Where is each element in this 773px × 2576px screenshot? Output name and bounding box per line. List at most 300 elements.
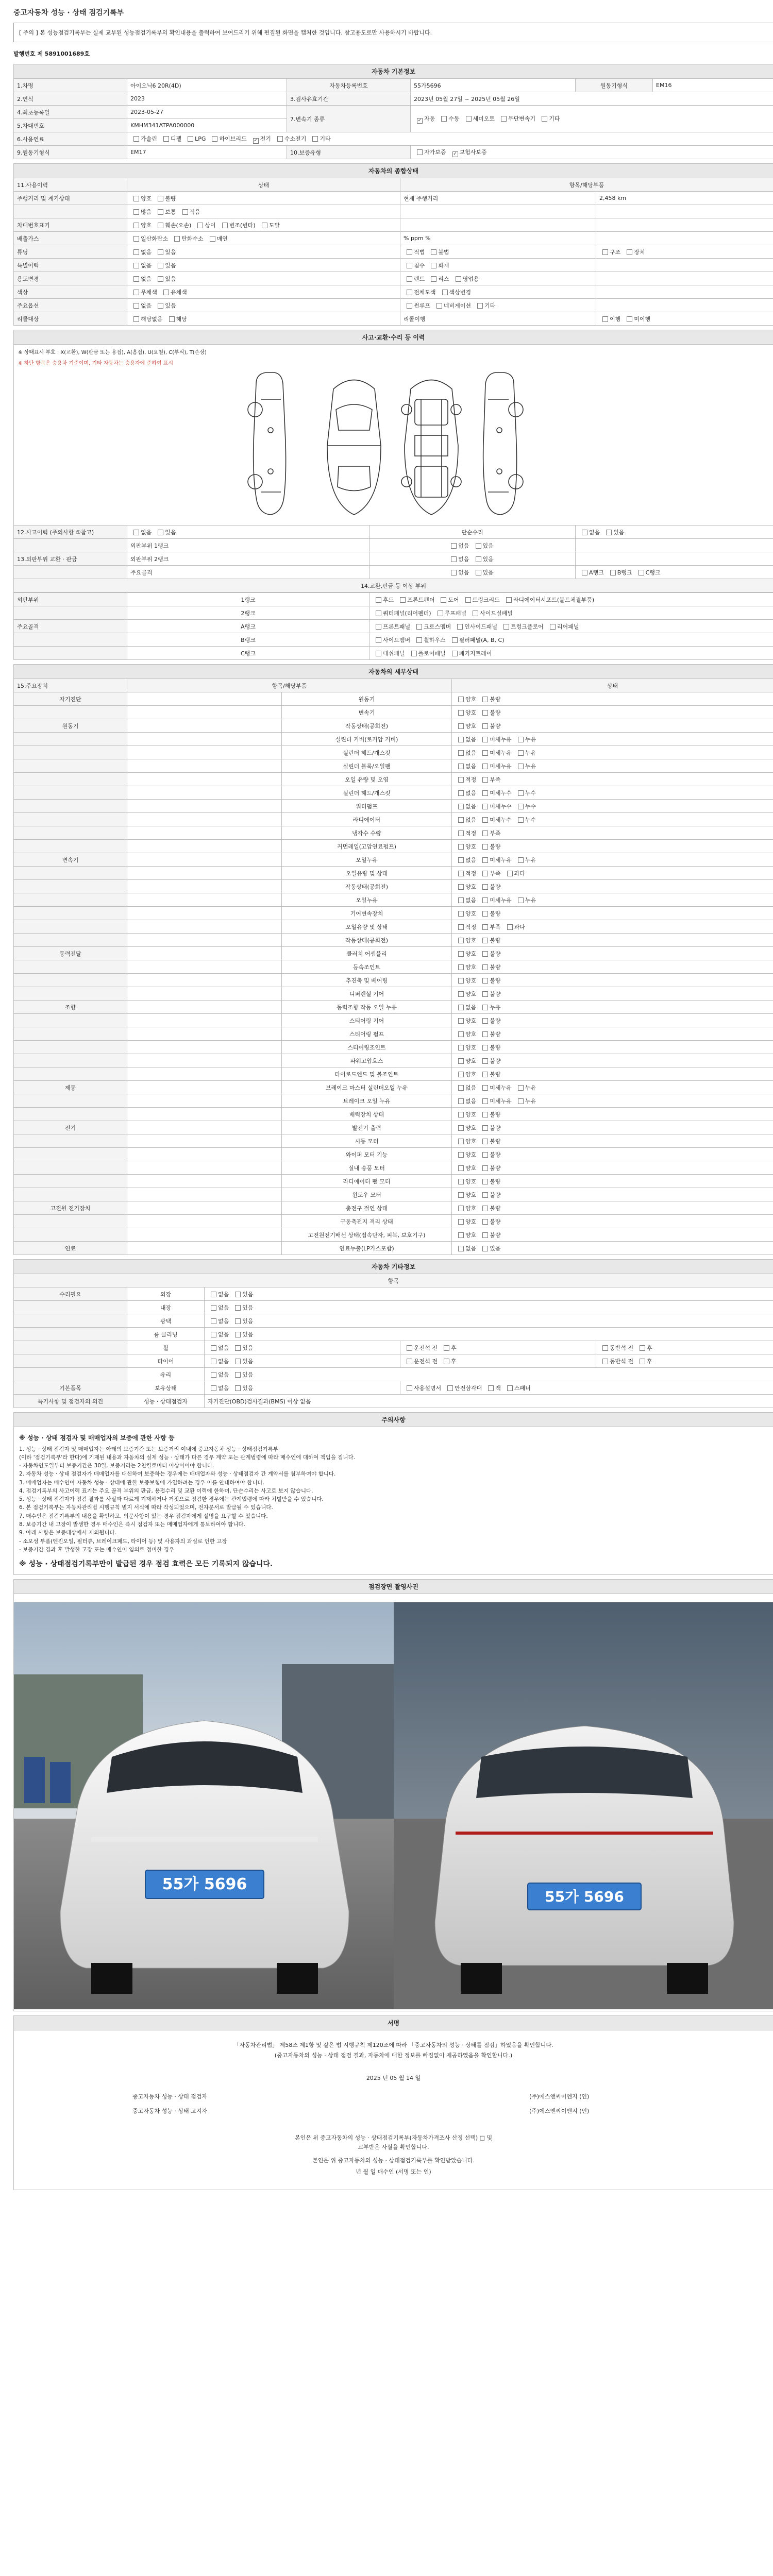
checkbox (602, 1345, 608, 1351)
option-2 (515, 1098, 536, 1105)
detail-state (452, 1148, 773, 1161)
checkbox (133, 196, 139, 201)
option-0 (455, 1058, 476, 1064)
checkbox (407, 263, 412, 268)
checkbox-label: 불량 (490, 910, 501, 917)
option-1 (479, 937, 500, 944)
option-1 (232, 1331, 253, 1338)
general-extra (596, 245, 773, 259)
checkbox-label: 과다 (514, 870, 525, 877)
checkbox (482, 1112, 488, 1117)
checkbox (476, 543, 481, 549)
other-state (205, 1354, 400, 1368)
detail-state (452, 746, 773, 759)
table-row (14, 719, 773, 733)
option-1 (479, 951, 500, 957)
detail-spacer (127, 853, 282, 867)
checkbox-label: 누수 (525, 803, 536, 810)
basic-info-table (13, 64, 773, 159)
checkbox (482, 857, 488, 863)
option-0 (404, 1358, 438, 1365)
general-item: 튜닝 (14, 245, 127, 259)
checkbox-label: 양호 (465, 1071, 477, 1078)
buyer-statement-2: 교부받은 사실을 확인합니다. (358, 2143, 429, 2150)
table-row (14, 974, 773, 987)
detail-part: 실내 송풍 모터 (282, 1161, 452, 1175)
detail-spacer (127, 1108, 282, 1121)
detail-state (452, 974, 773, 987)
option-0 (455, 843, 476, 850)
detail-part: 커먼레일(고압연료펌프) (282, 840, 452, 853)
checkbox (376, 637, 381, 643)
other-group (14, 1328, 127, 1341)
option-0 (130, 529, 152, 536)
other-sub-2 (596, 1341, 773, 1354)
option-1 (479, 1218, 500, 1225)
car-front-photo-illustration (14, 1602, 394, 2009)
checkbox (582, 570, 587, 575)
detail-spacer (127, 733, 282, 746)
detail-state (452, 1188, 773, 1201)
other-sub (400, 1381, 773, 1395)
option-2 (515, 803, 536, 810)
checkbox (482, 1098, 488, 1104)
exchange-rank: B랭크 (127, 633, 369, 647)
checkbox-label: 수소전기 (284, 135, 307, 142)
table-row (14, 1188, 773, 1201)
table-row (14, 1054, 773, 1067)
table-row (14, 539, 773, 552)
option-1 (624, 249, 645, 256)
checkbox (507, 924, 513, 930)
checkbox-label: 후드 (383, 596, 394, 603)
checkbox-label: 부족 (490, 829, 501, 837)
general-item: 주행거리 및 계기상태 (14, 192, 127, 205)
option-2 (515, 763, 536, 770)
checkbox-label: 해당없음 (141, 315, 163, 323)
checkbox (488, 1385, 494, 1391)
checkbox-label: 디젤 (170, 135, 182, 142)
checkbox (518, 750, 524, 756)
option-1 (479, 817, 512, 823)
table-row (14, 746, 773, 759)
checkbox-label: 침수 (414, 262, 425, 269)
checkbox-label: 불량 (490, 1124, 501, 1131)
checkbox (376, 597, 381, 603)
checkbox-label: 양호 (465, 1124, 477, 1131)
checkbox (452, 151, 458, 157)
checkbox-label: 후 (647, 1358, 652, 1365)
option-1 (479, 1125, 500, 1131)
checkbox-label: 프론트펜더 (407, 596, 435, 603)
option-1 (473, 556, 494, 563)
checkbox-label: 있음 (242, 1371, 254, 1378)
checkbox (158, 249, 163, 255)
detail-part: 윈도우 모터 (282, 1188, 452, 1201)
notifier-label: 중고자동차 성능 · 상태 고지자 (132, 2107, 207, 2114)
fuel-option-4 (250, 135, 271, 142)
checkbox-label: 양호 (465, 883, 477, 890)
checkbox-label: 후 (451, 1344, 457, 1351)
detail-header-state: 상태 (452, 679, 773, 692)
accident-state (127, 526, 369, 539)
option-1 (441, 1358, 457, 1365)
option-0 (130, 209, 152, 215)
checkbox (458, 1139, 464, 1144)
checkbox-label: 없음 (141, 262, 152, 269)
detail-spacer (127, 1001, 282, 1014)
checkbox (458, 1098, 464, 1104)
checkbox (465, 597, 471, 603)
checkbox-label: 세미오토 (473, 115, 495, 122)
value-inspection-period: 2023년 05월 27일 ~ 2025년 05월 26일 (411, 92, 773, 106)
checkbox-label: 불량 (490, 977, 501, 984)
checkbox-label: 네비게이션 (443, 302, 472, 309)
checkbox (458, 924, 464, 930)
inspection-photos (13, 1594, 773, 2011)
checkbox-label: 렌트 (414, 275, 425, 282)
checkbox (482, 978, 488, 984)
checkbox-label: 하이브리드 (219, 135, 247, 142)
other-state (205, 1287, 773, 1301)
checkbox-label: 있음 (242, 1344, 254, 1351)
checkbox-label: LPG (195, 135, 206, 142)
checkbox-label: 누유 (490, 1004, 501, 1011)
exchange-group (14, 647, 127, 660)
label-vin: 5.차대번호 (14, 119, 127, 132)
detail-part: 오일유량 및 상태 (282, 867, 452, 880)
option-2 (504, 924, 525, 930)
option-0 (455, 1165, 476, 1172)
detail-device (14, 813, 127, 826)
detail-spacer (127, 867, 282, 880)
checkbox-label: 있음 (242, 1331, 254, 1338)
detail-part: 워터펌프 (282, 800, 452, 813)
checkbox (550, 624, 556, 630)
checkbox-label: 기타 (484, 302, 496, 309)
checkbox-label: 없음 (465, 762, 477, 770)
checkbox (458, 804, 464, 809)
checkbox-label: 도어 (448, 596, 459, 603)
detail-part: 냉각수 수량 (282, 826, 452, 840)
option-3 (500, 623, 544, 630)
detail-device (14, 1041, 127, 1054)
checkbox-label: 부족 (490, 870, 501, 877)
checkbox-label: 양호 (465, 843, 477, 850)
checkbox-label: 매연 (216, 235, 228, 242)
caution-heading: ※ 성능 · 상태 점검자 및 매매업자의 보증에 관한 사항 등 (19, 1434, 175, 1442)
checkbox (458, 911, 464, 917)
checkbox (482, 1072, 488, 1077)
accident-item (14, 566, 127, 579)
checkbox (582, 530, 587, 535)
option-0 (455, 1098, 476, 1105)
warranty-options (411, 146, 773, 159)
detail-state (452, 1054, 773, 1067)
checkbox (458, 1005, 464, 1010)
detail-state (452, 733, 773, 746)
checkbox-label: 적정 (465, 870, 477, 877)
option-0 (455, 1151, 476, 1158)
general-part: % ppm % (400, 232, 596, 245)
detail-state (452, 826, 773, 840)
fuel-option-1 (160, 135, 181, 142)
general-state (127, 205, 400, 218)
checkbox-label: 양호 (465, 1111, 477, 1118)
checkbox-label: 미세누유 (490, 762, 512, 770)
checkbox (197, 223, 203, 228)
detail-part: 발전기 출력 (282, 1121, 452, 1134)
fuel-option-3 (209, 135, 246, 142)
option-0 (455, 1031, 476, 1038)
checkbox (503, 624, 509, 630)
table-row (14, 312, 773, 326)
label-year: 2.연식 (14, 92, 127, 106)
caution-table (13, 1412, 773, 1427)
caution-line: 8. 보증기간 내 고장이 발생한 경우 매수인은 즉시 점검자 또는 매매업자에게 통보하여야 합니다. (19, 1521, 245, 1528)
checkbox-label: 없음 (465, 749, 477, 756)
section-sign: 서명 (14, 2015, 773, 2030)
checkbox-label: 없음 (465, 896, 477, 904)
general-header-state: 상태 (127, 178, 400, 192)
checkbox-label: 가솔린 (141, 135, 157, 142)
checkbox-label: 전기 (260, 135, 271, 142)
checkbox-label: 동반석 전 (610, 1344, 634, 1351)
detail-part: 실린더 블록/오일팬 (282, 759, 452, 773)
checkbox (638, 570, 644, 575)
checkbox-label: 있음 (490, 1245, 501, 1252)
table-row (14, 259, 773, 272)
checkbox-label: 없음 (465, 1245, 477, 1252)
option-1 (413, 637, 446, 643)
caution-notes (13, 1427, 773, 1575)
checkbox (506, 597, 512, 603)
checkbox (407, 303, 412, 309)
detail-state (452, 706, 773, 719)
checkbox-label: 있음 (165, 529, 176, 536)
checkbox-label: 트렁크리드 (472, 596, 500, 603)
table-row (14, 893, 773, 907)
table-row (14, 1027, 773, 1041)
general-extra (596, 285, 773, 299)
detail-spacer (127, 1027, 282, 1041)
checkbox (482, 1031, 488, 1037)
checkbox-label: 양호 (465, 950, 477, 957)
option-1 (479, 696, 500, 703)
table-row (14, 1228, 773, 1242)
checkbox (441, 116, 447, 122)
table-row (14, 566, 773, 579)
section-general-state: 자동차의 종합상태 (14, 164, 773, 178)
checkbox-label: 화재 (438, 262, 449, 269)
detail-device (14, 1188, 127, 1201)
checkbox (452, 651, 458, 656)
option-1 (603, 529, 624, 536)
checkbox-label: 불량 (490, 1138, 501, 1145)
checkbox-label: 사용설명서 (414, 1384, 442, 1392)
checkbox-label: 불량 (490, 883, 501, 890)
accident-state: 외판부위 2랭크 (127, 552, 369, 566)
checkbox (158, 303, 163, 309)
table-row (14, 786, 773, 800)
detail-part: 구동축전지 격리 상태 (282, 1215, 452, 1228)
checkbox (482, 951, 488, 957)
detail-spacer (127, 1081, 282, 1094)
checkbox (518, 1085, 524, 1091)
label-engine-type: 원동기형식 (576, 79, 653, 92)
table-row (14, 1094, 773, 1108)
checkbox-label: 불량 (490, 1205, 501, 1212)
checkbox (158, 196, 163, 201)
detail-device (14, 1215, 127, 1228)
checkbox-label: 불량 (490, 990, 501, 997)
checkbox-label: 양호 (141, 195, 152, 202)
option-1 (232, 1345, 253, 1351)
table-row (14, 1301, 773, 1314)
caution-line: 6. 본 점검기록부는 자동차관리법 시행규칙 별지 서식에 따라 작성되었으며, 전자문서로 발급될 수 있습니다. (19, 1504, 273, 1511)
option-1 (479, 790, 512, 796)
general-state (127, 218, 400, 232)
label-engine: 9.원동기형식 (14, 146, 127, 159)
checkbox (458, 777, 464, 783)
accident-state: 외판부위 1랭크 (127, 539, 369, 552)
detail-spacer (127, 1228, 282, 1242)
checkbox-label: 있음 (242, 1317, 254, 1325)
option-1 (155, 262, 176, 269)
checkbox-label: 후 (451, 1358, 457, 1365)
photo-car-rear (394, 1602, 773, 2009)
other-state (205, 1328, 773, 1341)
detail-device (14, 1094, 127, 1108)
checkbox (210, 236, 215, 242)
other-sub-2 (596, 1354, 773, 1368)
detail-part: 연료누출(LP가스포함) (282, 1242, 452, 1255)
checkbox (444, 1345, 449, 1351)
checkbox-label: 없음 (465, 736, 477, 743)
checkbox-label: 미세누유 (490, 896, 512, 904)
option-0 (455, 991, 476, 997)
detail-device (14, 1175, 127, 1188)
checkbox-label: 없음 (218, 1317, 229, 1325)
transmission-option-2 (463, 115, 495, 122)
checkbox (627, 316, 632, 322)
diagram-legend: ※ 상태표시 부호 : X(교환), W(판금 또는 용접), A(흠집), U(요철), C(부식), T(손상) (18, 350, 207, 355)
checkbox (451, 570, 457, 575)
general-item: 특별이력 (14, 259, 127, 272)
checkbox-label: 리스 (438, 275, 449, 282)
detail-device (14, 974, 127, 987)
option-1 (479, 1058, 500, 1064)
checkbox (458, 737, 464, 742)
caution-line: - 보증기간 경과 후 발생한 고장 또는 매수인이 임의로 정비한 경우 (19, 1546, 174, 1553)
checkbox (482, 1045, 488, 1050)
option-0 (404, 289, 436, 296)
detail-device (14, 706, 127, 719)
general-part (400, 299, 596, 312)
checkbox (458, 1219, 464, 1225)
notice-box: [ 주의 ] 본 성능점검기록부는 실제 교부된 성능점검기록부의 확인내용을 출력하여 보여드리기 위해 편집된 화면을 캡처한 것입니다. 참고용도로만 사용하시기 바랍니다. (13, 23, 773, 42)
general-extra (596, 272, 773, 285)
checkbox (211, 1292, 216, 1297)
checkbox (211, 1359, 216, 1364)
option-1 (413, 623, 451, 630)
checkbox (212, 136, 217, 142)
section-other-info: 자동차 기타정보 (14, 1260, 773, 1274)
option-0 (404, 262, 425, 269)
detail-device: 전기 (14, 1121, 127, 1134)
other-group: 기본품목 (14, 1381, 127, 1395)
checkbox (441, 597, 446, 603)
checkbox (640, 1345, 645, 1351)
checkbox-label: 기타 (320, 135, 331, 142)
option-1 (479, 1004, 500, 1011)
detail-state (452, 1014, 773, 1027)
checkbox (400, 597, 406, 603)
detail-device (14, 1108, 127, 1121)
detail-state (452, 813, 773, 826)
option-0 (455, 1218, 476, 1225)
checkbox (458, 1179, 464, 1184)
checkbox (312, 136, 318, 142)
value-engine: EM17 (127, 146, 287, 159)
exchange-parts (369, 593, 773, 606)
warranty-option-0 (414, 149, 446, 156)
checkbox-label: 적법 (414, 248, 425, 256)
checkbox (482, 1058, 488, 1064)
checkbox-label: 없음 (218, 1291, 229, 1298)
checkbox-label: 후 (647, 1344, 652, 1351)
option-1 (624, 316, 650, 323)
detail-spacer (127, 880, 282, 893)
caution-line: - 자동차인도일부터 보증기간은 30일, 보증거리는 2천킬로미터 이상이어야 합니다. (19, 1463, 214, 1469)
detail-part: 타이로드엔드 및 볼조인트 (282, 1067, 452, 1081)
caution-line: 7. 매수인은 점검기록부의 내용을 확인하고, 의문사항이 있는 경우 점검자에게 설명을 요구할 수 있습니다. (19, 1513, 268, 1519)
detail-spacer (127, 1121, 282, 1134)
detail-part: 실린더 헤드/개스킷 (282, 786, 452, 800)
detail-spacer (127, 974, 282, 987)
option-2 (515, 736, 536, 743)
checkbox (235, 1318, 241, 1324)
detail-device (14, 867, 127, 880)
detail-device (14, 786, 127, 800)
option-1 (444, 1385, 482, 1392)
option-2 (449, 650, 492, 657)
checkbox-label: 양호 (465, 937, 477, 944)
detail-header-device: 15.주요장치 (14, 679, 127, 692)
checkbox (436, 303, 442, 309)
table-row (14, 192, 773, 205)
table-row (14, 1215, 773, 1228)
checkbox (442, 290, 448, 295)
checkbox (466, 116, 472, 122)
transmission-option-3 (498, 115, 535, 122)
checkbox (458, 1206, 464, 1211)
checkbox-label: 자가보증 (424, 148, 446, 156)
general-state (127, 312, 400, 326)
option-0 (130, 249, 152, 256)
caution-line: 5. 성능 · 상태 점검자가 점검 결과를 사실과 다르게 기재하거나 거짓으로 점검한 경우에는 관계법령에 따라 처벌받을 수 있습니다. (19, 1496, 324, 1503)
option-1 (232, 1371, 253, 1378)
checkbox (458, 1125, 464, 1131)
option-0 (455, 830, 476, 837)
checkbox-label: 없음 (141, 529, 152, 536)
option-0 (208, 1385, 229, 1392)
detail-part: 오일누유 (282, 893, 452, 907)
option-2 (504, 870, 525, 877)
general-item: 용도변경 (14, 272, 127, 285)
section-accident-history: 사고·교환·수리 등 이력 (14, 330, 773, 345)
checkbox (182, 209, 188, 215)
